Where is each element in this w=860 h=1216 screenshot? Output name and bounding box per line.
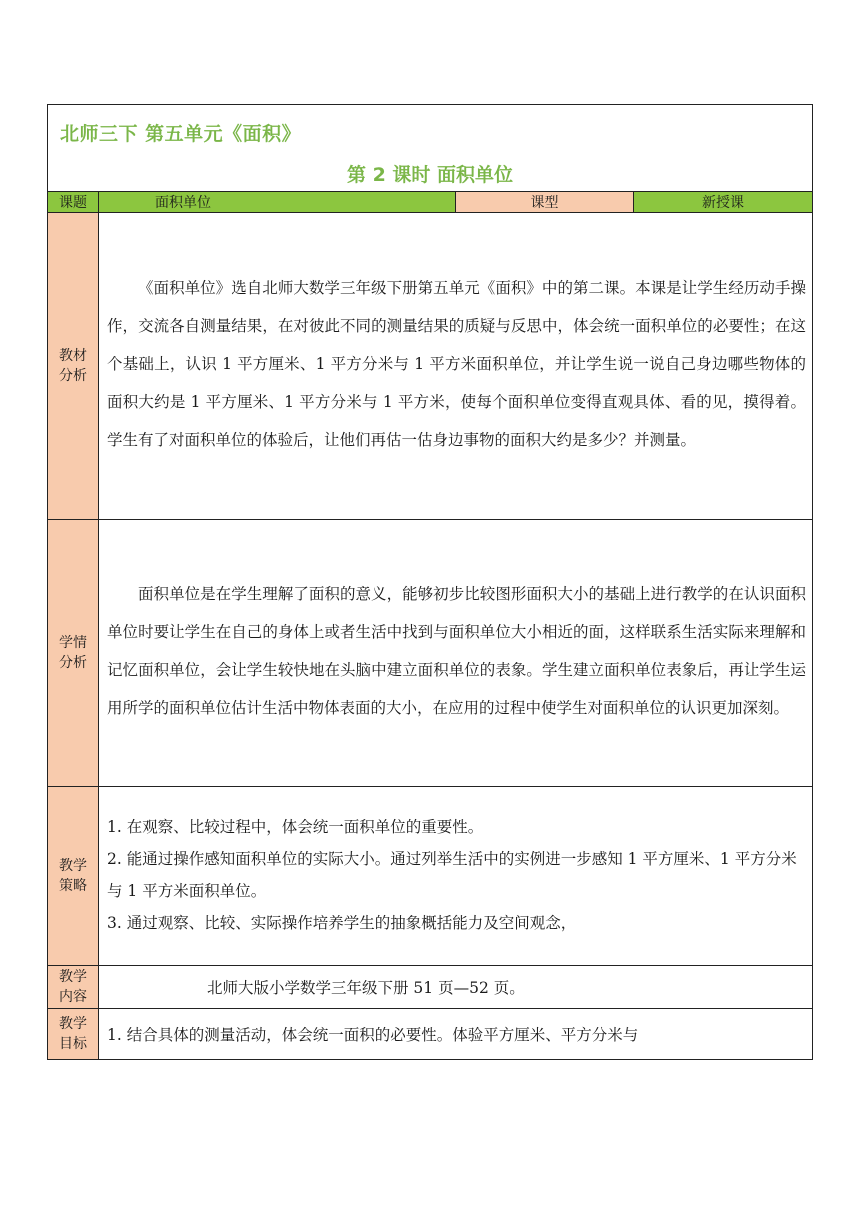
strategy-list <box>99 787 813 966</box>
strategy-item: 1. 在观察、比较过程中，体会统一面积单位的重要性。 <box>107 818 484 836</box>
strategy-row <box>48 787 813 966</box>
content-label-text: 教学 内容 <box>59 969 87 1005</box>
student-analysis-label-text: 学情 分析 <box>59 635 87 671</box>
title-row <box>48 105 813 192</box>
topic-value: 面积单位 <box>99 192 456 213</box>
student-analysis-label <box>48 520 99 787</box>
strategy-label-text: 教学 策略 <box>59 858 87 894</box>
lesson-title: 第 2 课时 面积单位 <box>346 164 514 186</box>
unit-title: 北师三下 第五单元《面积》 <box>60 123 302 145</box>
content-text: 北师大版小学数学三年级下册 51 页—52 页。 <box>99 966 813 1009</box>
material-analysis-label-text: 教材 分析 <box>59 348 87 384</box>
topic-label: 课题 <box>48 192 99 213</box>
content-label <box>48 966 99 1009</box>
strategy-item: 2. 能通过操作感知面积单位的实际大小。通过列举生活中的实例进一步感知 1 平方厘米、1 平方分米与 1 平方米面积单位。 <box>107 850 797 900</box>
type-label: 课型 <box>456 192 634 213</box>
header-row <box>48 192 813 213</box>
goals-text: 1. 结合具体的测量活动，体会统一面积的必要性。体验平方厘米、平方分米与 <box>99 1009 813 1060</box>
material-analysis-row <box>48 213 813 520</box>
material-analysis-text: 《面积单位》选自北师大数学三年级下册第五单元《面积》中的第二课。本课是让学生经历动手操作，交流各自测量结果，在对彼此不同的测量结果的质疑与反思中，体会统一面积单位的必要性；在这个基础上，认识 1 平方厘米、1 平方分米与 1 平方米面积单位，并让学生说一说自己身边哪些物体的面积大约是 1 平方厘米、1 平方分米与 1 平方米，使每个面积单位变得直观具体、看的见，摸得着。学生有了对面积单位的体验后，让他们再估一估身边事物的面积大约是多少？并测量。 <box>99 213 813 520</box>
type-value: 新授课 <box>634 192 813 213</box>
goals-row <box>48 1009 813 1060</box>
goals-label <box>48 1009 99 1060</box>
content-row <box>48 966 813 1009</box>
material-analysis-label <box>48 213 99 520</box>
goals-label-text: 教学 目标 <box>59 1016 87 1052</box>
strategy-item: 3. 通过观察、比较、实际操作培养学生的抽象概括能力及空间观念， <box>107 914 577 932</box>
student-analysis-text: 面积单位是在学生理解了面积的意义，能够初步比较图形面积大小的基础上进行教学的在认识面积单位时要让学生在自己的身体上或者生活中找到与面积单位大小相近的面，这样联系生活实际来理解和记忆面积单位，会让学生较快地在头脑中建立面积单位的表象。学生建立面积单位表象后，再让学生运用所学的面积单位估计生活中物体表面的大小，在应用的过程中使学生对面积单位的认识更加深刻。 <box>99 520 813 787</box>
lesson-plan-table <box>47 104 813 1060</box>
student-analysis-row <box>48 520 813 787</box>
title-cell <box>48 105 813 192</box>
strategy-label <box>48 787 99 966</box>
